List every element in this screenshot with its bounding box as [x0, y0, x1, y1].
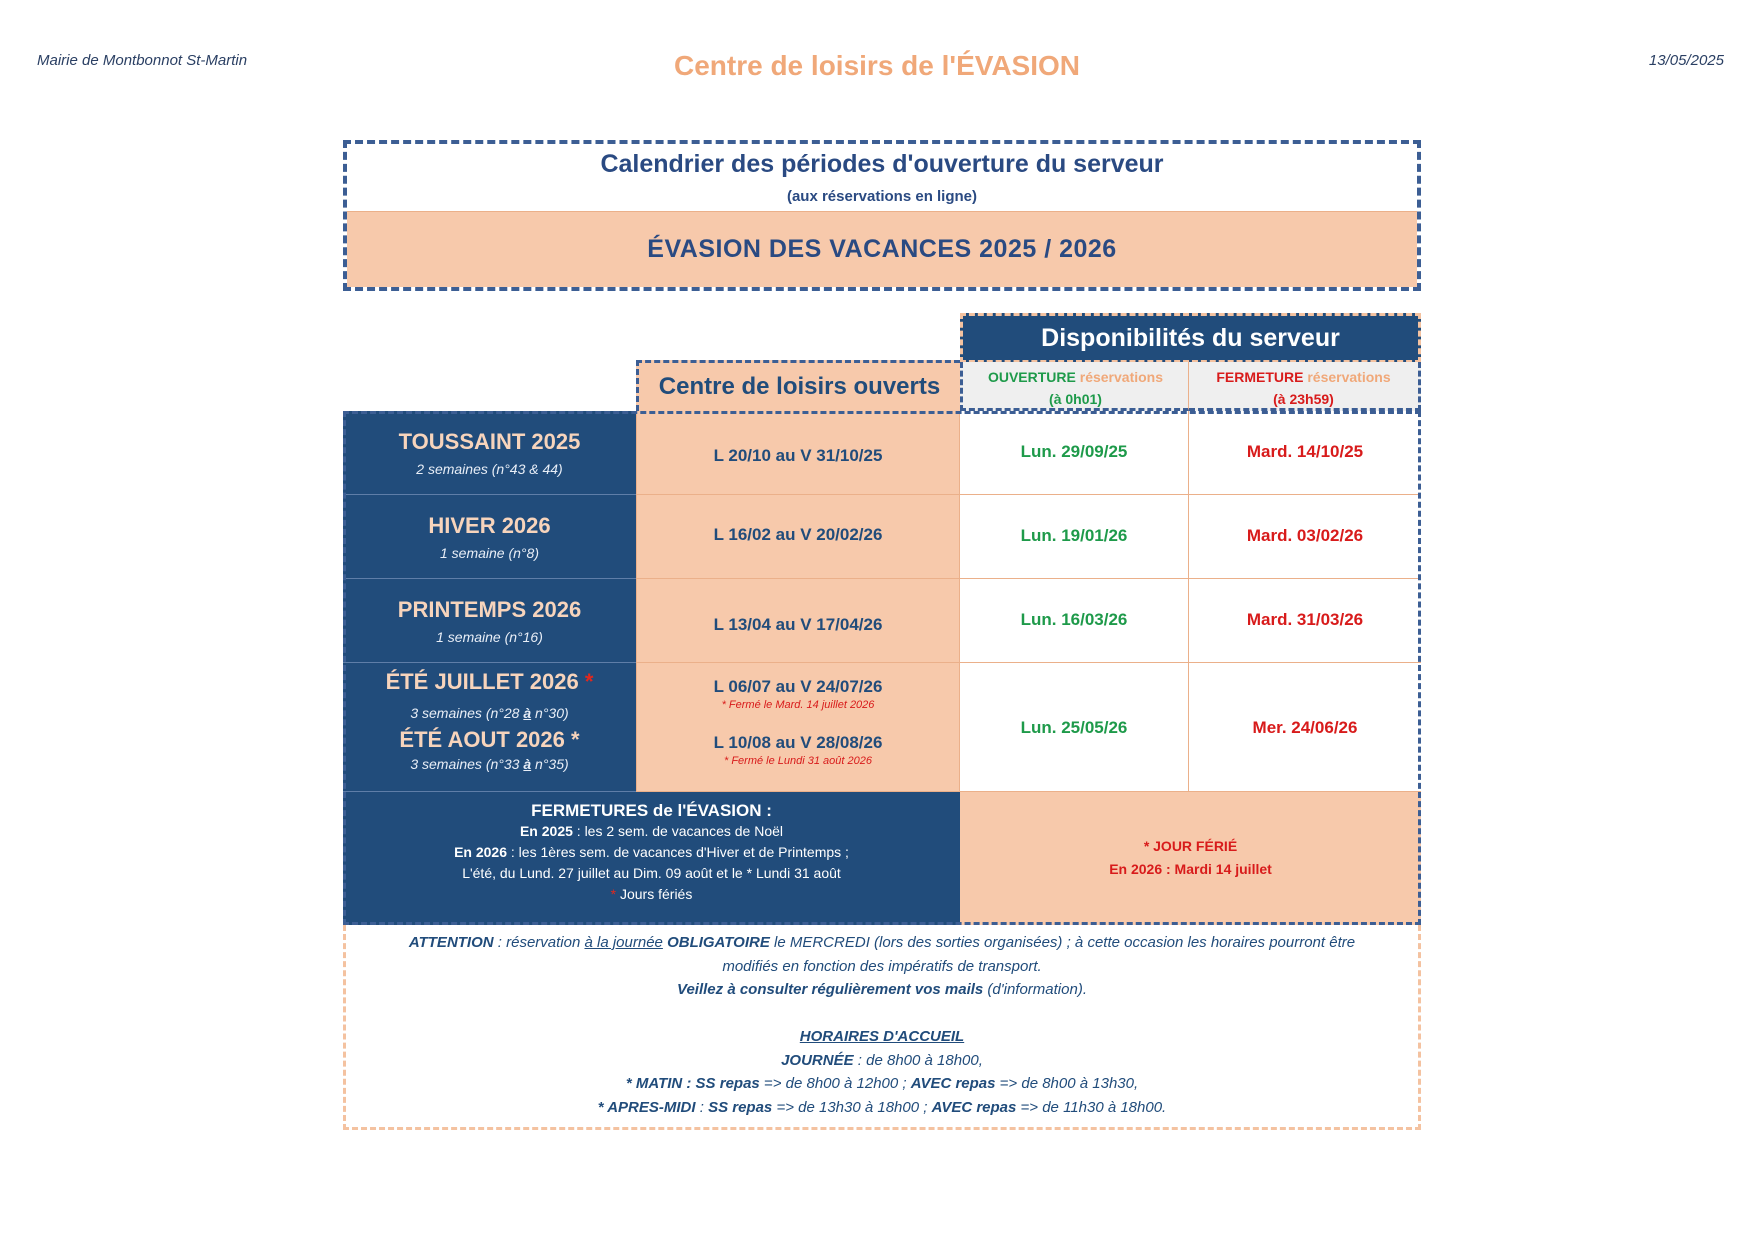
season-band	[347, 211, 1417, 287]
header-date: 13/05/2025	[1648, 52, 1724, 69]
opening-label: OUVERTURE	[987, 369, 1076, 385]
attention-line-2: modifiés en fonction des impératifs de transport.	[722, 957, 1042, 975]
server-availability-header: Disponibilités du serveur	[960, 313, 1421, 363]
closures-holidays: * Jours fériés	[610, 886, 693, 902]
opening-column-header	[960, 362, 1189, 411]
public-holiday-box	[960, 792, 1421, 925]
period-dates: L 13/04 au V 17/04/26	[636, 579, 960, 663]
summer-period-cell	[343, 663, 636, 792]
opening-res-label: réservations	[1075, 369, 1164, 385]
opening-time: (à 0h01)	[1049, 391, 1102, 407]
august-weeks: 3 semaines (n°33 à n°35)	[410, 756, 569, 772]
july-period-name: ÉTÉ JUILLET 2026 *	[385, 669, 594, 694]
august-period-name: ÉTÉ AOUT 2026 *	[399, 727, 580, 752]
closing-column-header	[1189, 362, 1421, 411]
summer-opening-date: Lun. 25/05/26	[960, 663, 1189, 792]
closing-label: FERMETURE	[1216, 369, 1304, 385]
period-opening-date: Lun. 29/09/25	[960, 411, 1189, 495]
july-dates: L 06/07 au V 24/07/26	[713, 677, 883, 696]
period-name-cell	[343, 579, 636, 663]
morning-hours: * MATIN : SS repas => de 8h00 à 12h00 ; AVEC repas => de 8h00 à 13h30,	[625, 1075, 1139, 1092]
mails-line: Veillez à consulter régulièrement vos mails (d'information).	[677, 981, 1087, 998]
closures-2026: En 2026 : les 1ères sem. de vacances d'Hiver et de Printemps ;	[454, 844, 849, 860]
calendar-subtitle: (aux réservations en ligne)	[786, 188, 978, 205]
closures-summer: L'été, du Lund. 27 juillet au Dim. 09 août et le * Lundi 31 août	[462, 865, 841, 881]
attention-line: ATTENTION : réservation à la journée OBLIGATOIRE le MERCREDI (lors des sorties organisées) ; à cette occasion les horaires pourront être	[408, 934, 1356, 951]
full-day-hours: JOURNÉE : de 8h00 à 18h00,	[781, 1051, 983, 1069]
period-weeks: 2 semaines (n°43 & 44)	[416, 461, 563, 477]
period-weeks: 1 semaine (n°8)	[440, 545, 539, 561]
calendar-title-box	[343, 140, 1421, 291]
afternoon-hours: * APRES-MIDI : SS repas => de 13h30 à 18h00 ; AVEC repas => de 11h30 à 18h00.	[597, 1098, 1167, 1116]
period-closing-date: Mard. 31/03/26	[1189, 579, 1421, 663]
closures-2025: En 2025 : les 2 sem. de vacances de Noël	[519, 823, 784, 839]
period-opening-date: Lun. 19/01/26	[960, 495, 1189, 579]
season-band-label: ÉVASION DES VACANCES 2025 / 2026	[647, 235, 1117, 263]
period-name-cell	[343, 495, 636, 579]
page-title: Centre de loisirs de l'ÉVASION	[673, 50, 1081, 81]
august-dates: L 10/08 au V 28/08/26	[713, 733, 883, 752]
opening-hours-title: HORAIRES D'ACCUEIL	[799, 1028, 965, 1045]
july-star: *	[584, 669, 594, 694]
period-closing-date: Mard. 14/10/25	[1189, 411, 1421, 495]
public-holiday-date: En 2026 : Mardi 14 juillet	[1109, 861, 1272, 877]
period-dates: L 20/10 au V 31/10/25	[636, 411, 960, 495]
period-name-cell	[343, 411, 636, 495]
open-centres-header: Centre de loisirs ouverts	[636, 360, 960, 411]
july-weeks: 3 semaines (n°28 à n°30)	[410, 705, 569, 721]
header-organisation: Mairie de Montbonnot St-Martin	[37, 52, 248, 69]
period-name: TOUSSAINT 2025	[398, 429, 581, 454]
information-box	[343, 925, 1421, 1130]
closing-time: (à 23h59)	[1273, 391, 1334, 407]
july-closure-note: * Fermé le Mard. 14 juillet 2026	[721, 699, 875, 711]
public-holiday-title: * JOUR FÉRIÉ	[1143, 838, 1238, 854]
closures-title: FERMETURES de l'ÉVASION :	[531, 801, 772, 820]
calendar-title: Calendrier des périodes d'ouverture du serveur	[600, 150, 1164, 178]
closing-res-label: réservations	[1303, 369, 1391, 385]
summer-closing-date: Mer. 24/06/26	[1189, 663, 1421, 792]
period-closing-date: Mard. 03/02/26	[1189, 495, 1421, 579]
august-closure-note: * Fermé le Lundi 31 août 2026	[724, 755, 872, 767]
period-opening-date: Lun. 16/03/26	[960, 579, 1189, 663]
spacer	[346, 1002, 1418, 1026]
period-name: PRINTEMPS 2026	[397, 597, 582, 622]
period-name: HIVER 2026	[428, 513, 551, 538]
period-dates: L 16/02 au V 20/02/26	[636, 495, 960, 579]
period-weeks: 1 semaine (n°16)	[436, 629, 543, 645]
closures-box	[343, 792, 960, 925]
summer-dates-cell	[636, 663, 960, 792]
